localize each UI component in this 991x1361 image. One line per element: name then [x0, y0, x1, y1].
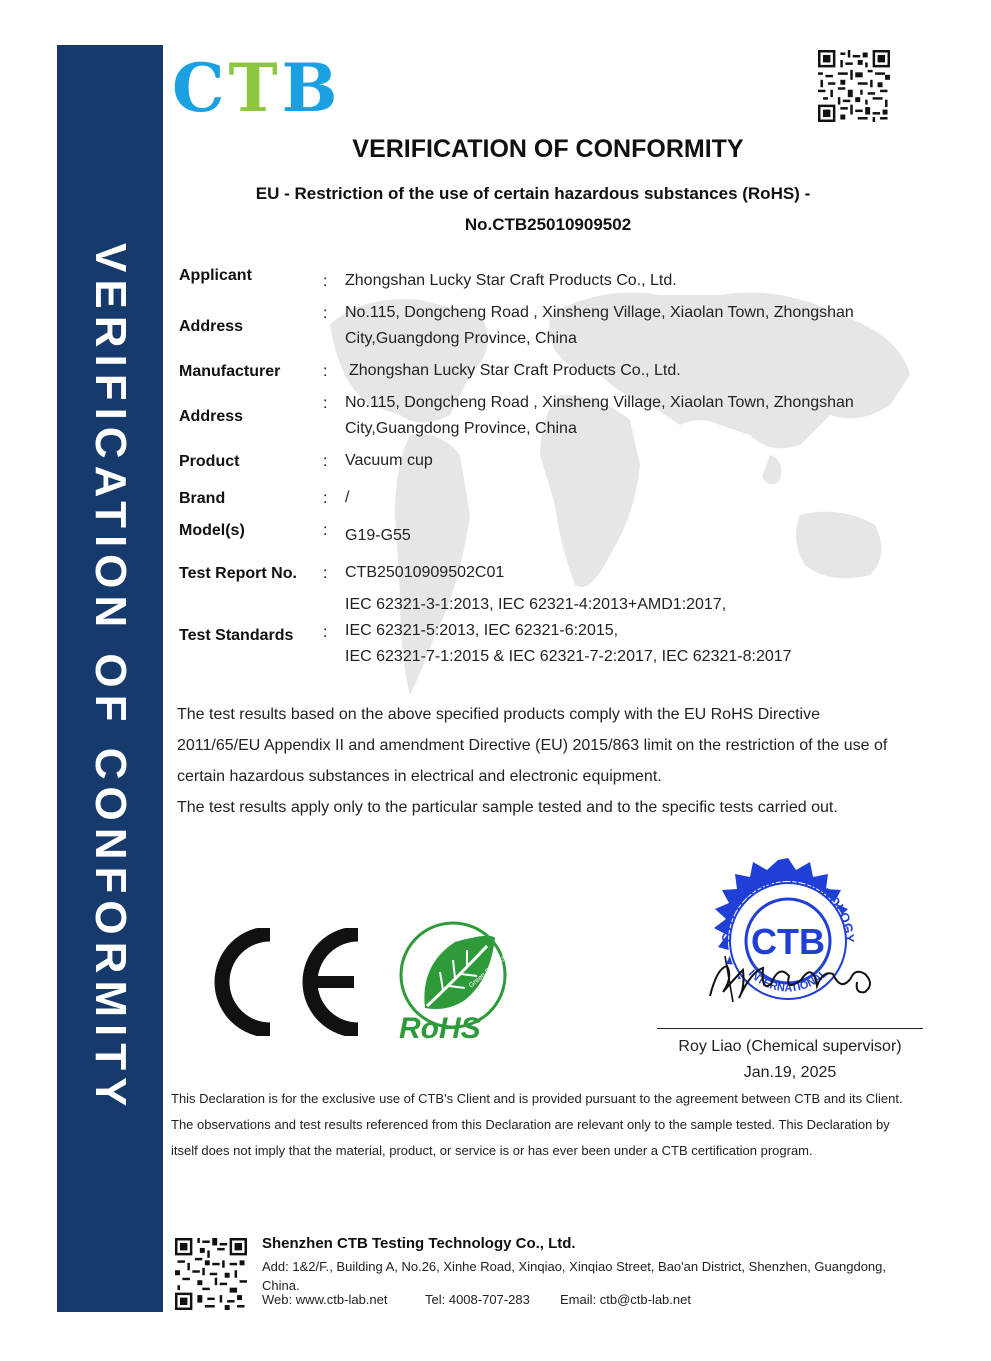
seal-center-text: CTB [751, 921, 825, 962]
sidebar-vertical-title: VERIFICATION OF CONFORMITY [86, 243, 135, 1114]
ce-mark-icon [212, 928, 364, 1036]
manufacturer-colon: : [323, 363, 328, 380]
signature-date: Jan.19, 2025 [743, 1064, 837, 1081]
product-colon: : [323, 453, 328, 470]
report-no-value: CTB25010909502C01 [345, 564, 505, 581]
address-line-2: City,Guangdong Province, China [345, 330, 577, 347]
document-title: VERIFICATION OF CONFORMITY [352, 135, 744, 163]
standards-value [345, 592, 792, 670]
footer-address-line-2: China. [262, 1278, 300, 1293]
disclaimer-line-3: itself does not imply that the material, product, or service is or has ever been under a CTB certification program. [171, 1143, 813, 1158]
report-no-colon: : [323, 565, 328, 582]
footer-qr-code-icon [175, 1238, 247, 1310]
models-value: G19-G55 [345, 527, 411, 544]
applicant-value: Zhongshan Lucky Star Craft Products Co., Ltd. [345, 272, 677, 289]
applicant-label: Applicant [179, 267, 252, 284]
manufacturer-value: Zhongshan Lucky Star Craft Products Co., Ltd. [349, 362, 681, 379]
qr-code-icon [818, 50, 890, 122]
models-label: Model(s) [179, 522, 245, 539]
footer-address-line-1: Add: 1&2/F., Building A, No.26, Xinhe Road, Xinqiao, Xinqiao Street, Bao'an District, Shenzhen, Guangdong, [262, 1259, 886, 1274]
models-colon: : [323, 522, 328, 539]
manufacturer-address-line-2: City,Guangdong Province, China [345, 420, 577, 437]
footer-company-name: Shenzhen CTB Testing Technology Co., Ltd. [262, 1235, 576, 1252]
seal-ring-text: CTB TESTING TECHNOLOGY [718, 871, 858, 943]
disclaimer-line-1: This Declaration is for the exclusive use of CTB's Client and is provided pursuant to the agreement between CTB and its Client. [171, 1091, 903, 1106]
address-label: Address [179, 318, 244, 335]
manufacturer-address-value [345, 390, 854, 442]
address-value [345, 300, 854, 352]
footer-web-link[interactable]: Web: www.ctb-lab.net [262, 1292, 388, 1307]
product-value: Vacuum cup [345, 452, 433, 469]
logo-letter-b: B [281, 49, 342, 127]
statement-line-1: The test results based on the above specified products comply with the EU RoHS Directive [177, 706, 820, 723]
applicant-colon: : [323, 273, 328, 290]
footer-email-link[interactable]: Email: ctb@ctb-lab.net [560, 1292, 691, 1307]
disclaimer-line-2: The observations and test results referenced from this Declaration are relevant only to the sample tested. This Declaration by [171, 1117, 890, 1132]
address-colon: : [323, 305, 328, 322]
standards-colon: : [323, 624, 328, 641]
signer-name: Roy Liao (Chemical supervisor) [678, 1038, 902, 1055]
manufacturer-address-colon: : [323, 395, 328, 412]
statement-line-2: 2011/65/EU Appendix II and amendment Directive (EU) 2015/863 limit on the restriction of the use of [177, 737, 888, 754]
ctb-logo [172, 49, 342, 127]
manufacturer-label: Manufacturer [179, 363, 281, 380]
manufacturer-address-label: Address [179, 408, 244, 425]
document-subtitle: EU - Restriction of the use of certain hazardous substances (RoHS) - [255, 184, 811, 203]
certificate-number: No.CTB25010909502 [464, 215, 632, 234]
brand-label: Brand [179, 490, 226, 507]
footer-telephone: Tel: 4008-707-283 [425, 1292, 530, 1307]
sidebar-banner [57, 45, 163, 1312]
signature-line [657, 1028, 923, 1029]
brand-colon: : [323, 490, 328, 507]
rohs-text: RoHS [399, 1012, 481, 1042]
statement-line-4: The test results apply only to the particular sample tested and to the specific tests carried out. [177, 799, 838, 816]
seal-bottom-text: INTERNATIONAL [745, 967, 831, 995]
rohs-leaf-label: Green Product [467, 954, 508, 990]
standards-label: Test Standards [179, 627, 294, 644]
logo-letter-c: C [172, 49, 229, 127]
footer-address [262, 1257, 932, 1295]
rohs-mark-icon [395, 920, 510, 1042]
brand-value: / [345, 489, 350, 506]
compliance-statement [177, 699, 927, 823]
statement-line-3: certain hazardous substances in electrical and electronic equipment. [177, 768, 662, 785]
standards-line-1: IEC 62321-3-1:2013, IEC 62321-4:2013+AMD1:2017, [345, 596, 727, 613]
standards-line-2: IEC 62321-5:2013, IEC 62321-6:2015, [345, 622, 619, 639]
report-no-label: Test Report No. [179, 565, 297, 582]
manufacturer-address-line-1: No.115, Dongcheng Road , Xinsheng Village, Xiaolan Town, Zhongshan [345, 394, 854, 411]
address-line-1: No.115, Dongcheng Road , Xinsheng Village, Xiaolan Town, Zhongshan [345, 304, 854, 321]
handwritten-signature [705, 948, 885, 1008]
product-label: Product [179, 453, 240, 470]
disclaimer-text [171, 1086, 931, 1164]
sidebar-text-wrap [85, 45, 135, 1312]
standards-line-3: IEC 62321-7-1:2015 & IEC 62321-7-2:2017, IEC 62321-8:2017 [345, 648, 792, 665]
logo-letter-t: T [228, 49, 282, 127]
